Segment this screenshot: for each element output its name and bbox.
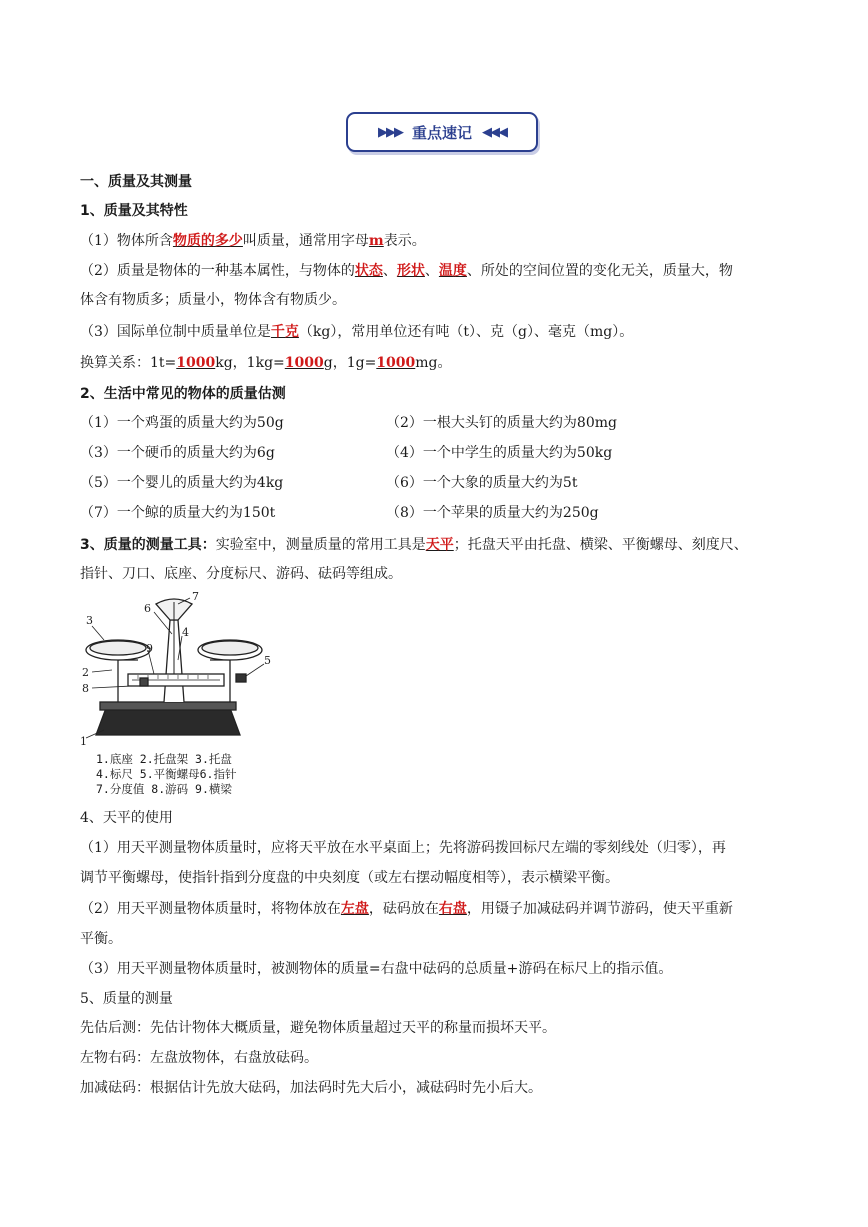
estimate-row	[80, 413, 795, 433]
paragraph-conversion	[80, 353, 795, 373]
paragraph-measure-2: 左物右码：左盘放物体，右盘放砝码。	[80, 1050, 318, 1066]
estimate-item: （3）一个硬币的质量大约为6g	[80, 445, 275, 461]
text: ；托盘天平由托盘、横梁、平衡螺母、刻度尺、	[453, 537, 748, 553]
label-1: 1	[80, 735, 87, 748]
text: 、所处的空间位置的变化无关，质量大，物	[466, 263, 733, 279]
paragraph-property-cont: 体含有物质多；质量小，物体含有物质少。	[80, 292, 346, 308]
paragraph-units	[80, 322, 795, 342]
rider	[140, 678, 148, 686]
keyword: 左盘	[340, 901, 369, 917]
estimate-item: （5）一个婴儿的质量大约为4kg	[80, 475, 284, 491]
section-heading: 一、质量及其测量	[80, 174, 192, 190]
keyword: 1000	[176, 355, 216, 371]
text: ，用镊子加减砝码并调节游码，使天平重新	[466, 901, 733, 917]
paragraph-usage-2	[80, 899, 795, 919]
paragraph-tool	[80, 535, 795, 555]
subheading-2: 2、生活中常见的物体的质量估测	[80, 386, 286, 402]
keyword: 天平	[425, 537, 454, 553]
text: 、	[424, 263, 439, 279]
keyword: 形状	[396, 263, 425, 279]
text: 、	[382, 263, 397, 279]
label-8: 8	[82, 682, 89, 695]
text: （3）国际单位制中质量单位是	[80, 324, 271, 340]
keyword: 物质的多少	[172, 233, 243, 249]
paragraph-usage-1: （1）用天平测量物体质量时，应将天平放在水平桌面上；先将游码拨回标尺左端的零刻线处（归零），再	[80, 840, 726, 856]
text: （kg），常用单位还有吨（t）、克（g）、毫克（mg）。	[298, 324, 634, 340]
subheading-4: 4、天平的使用	[80, 810, 173, 826]
base-top	[100, 702, 236, 710]
paragraph-measure-1: 先估后测：先估计物体大概质量，避免物体质量超过天平的称量而损坏天平。	[80, 1020, 556, 1036]
text: ，砝码放在	[368, 901, 439, 917]
estimate-item: （6）一个大象的质量大约为5t	[386, 475, 578, 491]
banner-title: 重点速记	[411, 123, 472, 142]
keyword: 1000	[284, 355, 324, 371]
label-9: 9	[146, 642, 153, 655]
right-support	[210, 660, 230, 670]
paragraph-tool-cont: 指针、刀口、底座、分度标尺、游码、砝码等组成。	[80, 566, 402, 582]
keyword: 右盘	[438, 901, 467, 917]
subheading-3: 3、质量的测量工具：	[80, 537, 216, 553]
text: （1）物体所含	[80, 233, 173, 249]
left-arrows-icon: ◀◀◀	[482, 124, 506, 140]
estimate-row	[80, 443, 795, 463]
estimate-item: （1）一个鸡蛋的质量大约为50g	[80, 415, 284, 431]
paragraph-measure-3: 加减砝码：根据估计先放大砝码，加法码时先大后小，减砝码时先小后大。	[80, 1080, 542, 1096]
estimate-item: （2）一根大头钉的质量大约为80mg	[386, 415, 617, 431]
estimate-row	[80, 503, 795, 523]
text: g，1g=	[323, 355, 377, 371]
label-4: 4	[182, 626, 189, 639]
paragraph-usage-3: （3）用天平测量物体质量时，被测物体的质量=右盘中砝码的总质量+游码在标尺上的指示值。	[80, 961, 673, 977]
balance-nut	[236, 674, 246, 682]
figure-caption-line: 7.分度值 8.游码 9.横梁	[96, 782, 232, 796]
text: 叫质量，通常用字母	[242, 233, 369, 249]
estimate-item: （7）一个鲸的质量大约为150t	[80, 505, 276, 521]
text: kg，1kg=	[215, 355, 285, 371]
keyword: 状态	[354, 263, 383, 279]
section-banner	[346, 112, 538, 152]
right-arrows-icon: ▶▶▶	[377, 124, 402, 140]
text: （2）用天平测量物体质量时，将物体放在	[80, 901, 341, 917]
label-7: 7	[192, 590, 199, 603]
estimate-row	[80, 473, 795, 493]
figure-caption-line: 4.标尺 5.平衡螺母6.指针	[96, 767, 237, 781]
figure-caption-line: 1.底座 2.托盘架 3.托盘	[96, 752, 232, 766]
text: mg。	[415, 355, 452, 371]
keyword: m	[368, 233, 384, 249]
base-shape	[96, 708, 240, 735]
paragraph-property	[80, 261, 795, 281]
subheading-1: 1、质量及其特性	[80, 203, 188, 219]
paragraph-usage-2-cont: 平衡。	[80, 931, 122, 947]
subheading-5: 5、质量的测量	[80, 991, 173, 1007]
keyword: 1000	[376, 355, 416, 371]
keyword: 温度	[438, 263, 467, 279]
text: 表示。	[383, 233, 426, 249]
estimate-item: （8）一个苹果的质量大约为250g	[386, 505, 599, 521]
label-2: 2	[82, 666, 89, 679]
paragraph-definition	[80, 231, 795, 251]
estimate-item: （4）一个中学生的质量大约为50kg	[386, 445, 613, 461]
label-5: 5	[264, 654, 271, 667]
left-support	[118, 660, 138, 670]
keyword: 千克	[270, 324, 299, 340]
text: 实验室中，测量质量的常用工具是	[215, 537, 426, 553]
label-6: 6	[144, 602, 151, 615]
text: 换算关系：1t=	[80, 355, 177, 371]
text: （2）质量是物体的一种基本属性，与物体的	[80, 263, 355, 279]
label-3: 3	[86, 614, 93, 627]
paragraph-usage-1-cont: 调节平衡螺母，使指针指到分度盘的中央刻度（或左右摆动幅度相等），表示横梁平衡。	[80, 870, 619, 886]
